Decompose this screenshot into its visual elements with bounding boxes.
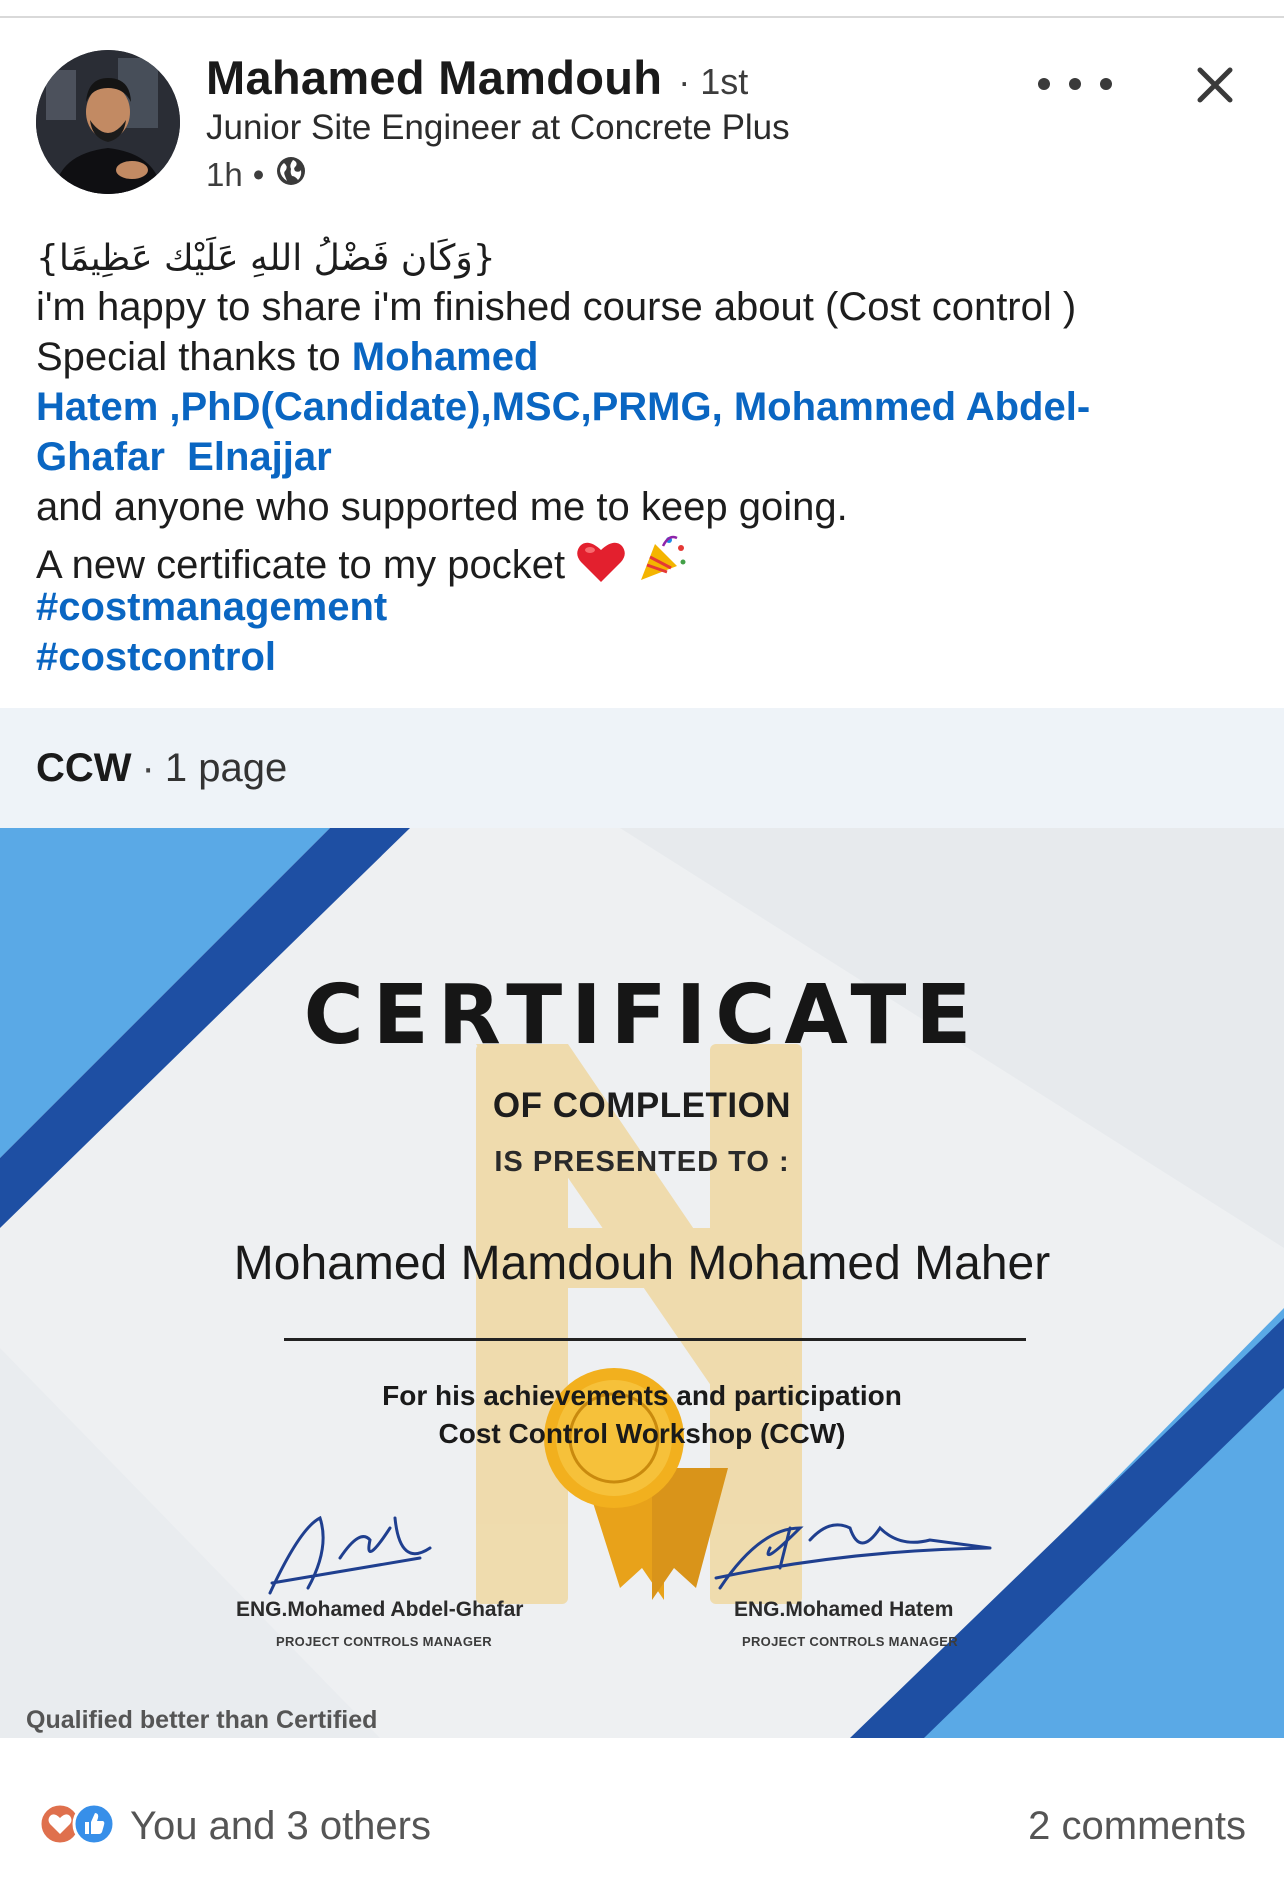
party-popper-icon xyxy=(637,532,689,596)
document-title: CCW xyxy=(36,745,132,790)
close-icon[interactable] xyxy=(1190,60,1240,110)
author-row xyxy=(206,50,748,110)
certificate-presented: IS PRESENTED TO : xyxy=(494,1146,790,1178)
author-name[interactable]: Mahamed Mamdouh xyxy=(206,51,663,104)
globe-icon xyxy=(274,154,308,196)
body-line: and anyone who supported me to keep going. xyxy=(36,485,848,529)
mention-link[interactable]: Mohamed xyxy=(351,335,539,379)
mention-separator: , xyxy=(711,385,734,429)
mention-link[interactable]: Mohammed Abdel- xyxy=(733,385,1091,429)
meta-dot: • xyxy=(252,156,265,193)
signer-left-name: ENG.Mohamed Abdel-Ghafar xyxy=(236,1598,524,1621)
certificate-document[interactable] xyxy=(0,828,1284,1738)
reactions-text: You and 3 others xyxy=(130,1804,431,1848)
heart-icon xyxy=(576,538,626,596)
top-divider xyxy=(0,16,1284,18)
certificate-footer: Qualified better than Certified xyxy=(26,1706,378,1734)
more-dot xyxy=(1038,78,1050,90)
signer-right-role: PROJECT CONTROLS MANAGER xyxy=(742,1634,958,1649)
certificate-line-2: Cost Control Workshop (CCW) xyxy=(438,1418,846,1449)
document-page-count: 1 page xyxy=(164,745,288,790)
certificate-subtitle: OF COMPLETION xyxy=(492,1086,792,1125)
reactions-summary[interactable] xyxy=(38,1802,431,1851)
certificate-line-1: For his achievements and participation xyxy=(382,1380,902,1411)
more-dot xyxy=(1100,78,1112,90)
avatar[interactable] xyxy=(36,50,180,194)
like-reaction-icon xyxy=(72,1802,116,1851)
body-line: A new certificate to my pocket xyxy=(36,543,577,587)
avatar-image xyxy=(36,50,180,194)
signer-right-name: ENG.Mohamed Hatem xyxy=(734,1598,954,1621)
mention-link[interactable]: Hatem ,PhD(Candidate),MSC,PRMG xyxy=(36,385,712,429)
post-meta xyxy=(206,154,308,196)
author-headline: Junior Site Engineer at Concrete Plus xyxy=(206,108,790,147)
post-time: 1h xyxy=(206,156,243,193)
document-separator: · xyxy=(141,745,155,790)
signer-left-role: PROJECT CONTROLS MANAGER xyxy=(276,1634,492,1649)
arabic-verse: {وَكَان فَضْلُ اللهِ عَلَيْك عَظِيمًا} xyxy=(36,238,496,279)
more-dot xyxy=(1069,78,1081,90)
post-text xyxy=(36,232,1256,682)
comments-count[interactable]: 2 comments xyxy=(1028,1804,1246,1848)
certificate-title: CERTIFICATE xyxy=(303,968,981,1063)
document-header[interactable] xyxy=(0,708,1284,828)
hashtag-link[interactable]: #costcontrol xyxy=(36,635,277,679)
thanks-prefix: Special thanks to xyxy=(36,335,352,379)
mention-link[interactable]: Ghafar Elnajjar xyxy=(36,435,332,479)
certificate-rule xyxy=(284,1338,1026,1341)
more-icon[interactable] xyxy=(1038,66,1112,102)
hashtag-link[interactable]: #costmanagement xyxy=(36,585,388,629)
body-line: i'm happy to share i'm finished course about (Cost control ) xyxy=(36,285,1077,329)
connection-degree: · 1st xyxy=(678,61,749,102)
certificate-recipient: Mohamed Mamdouh Mohamed Maher xyxy=(233,1237,1051,1290)
